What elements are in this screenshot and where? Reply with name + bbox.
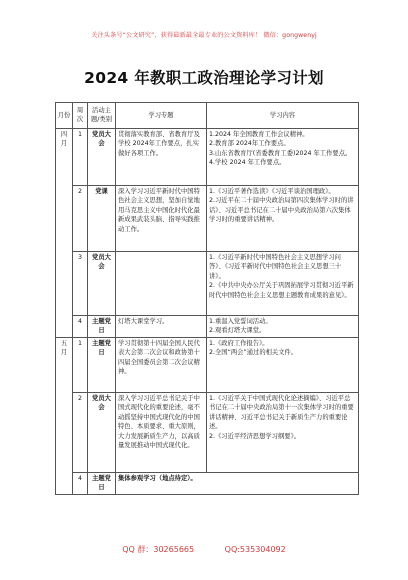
content-cell [207,392,359,472]
qq-contact-text: QQ:535304092 [224,545,286,554]
table-row [56,472,359,494]
content-cell [207,185,359,251]
content-line: 2.教育部 2024年工作要点。 [209,140,290,148]
qq-group-text: QQ 群：30265665 [122,545,195,554]
content-line: 2.全国“两会”通过的相关文件。 [209,349,298,357]
form-cell: 主题党日 [88,315,116,337]
content-cell [207,337,359,392]
content-line: 1.《习近平著作选读》《习近平谈治国理政》。 [209,187,335,195]
topic-cell [116,251,207,315]
table-row [56,315,359,337]
form-cell: 党员大会 [88,392,116,472]
month-cell: 五月 [56,337,73,494]
content-line: 2.《中共中央办公厅关于巩固拓展学习贯彻习近平新时代中国特色社会主义思想主题教育成果的意见》。 [209,282,354,299]
week-cell: 2 [73,392,88,472]
table-row [56,337,359,392]
header-week: 周次 [73,103,88,129]
week-cell: 2 [73,185,88,251]
content-cell [207,251,359,315]
form-cell: 党员大会 [88,251,116,315]
content-line: 2.习近平在二十届中央政治局第四次集体学习时的讲话》、习近平总书记在二十届中央政治局第六次集体学习时的重要讲话精神。 [209,197,354,224]
content-line: 2.《习近平经济思想学习纲要》。 [209,432,301,440]
content-line: 1.2024 年全国教育工作会议精神。 [209,130,309,138]
contact-footer [0,544,408,555]
form-cell: 主题党日 [88,472,116,494]
topic-cell: 深入学习习近平总书记关于中国式现代化的重要论述，毫不动摇坚持中国式现代化的中国特色、本质要求、重大原则，大力发展新质生产力，以高质量发展推动中国式现代化。 [116,392,207,472]
header-topic: 学习专题 [116,103,207,129]
content-line: 1.《习近平关于中国式现代化论述摘编》、习近平总书记在二十届中央政治局第十一次集体学习时的重要讲话精神、习近平总书记关于新质生产力的重要论述。 [209,394,354,431]
form-cell: 党课 [88,185,116,251]
month-cell: 四月 [56,128,73,337]
document-title: 2024 年教职工政治理论学习计划 [84,69,324,87]
form-cell: 党员大会 [88,128,116,185]
table-row [56,185,359,251]
topic-cell: 学习贯彻第十四届全国人民代表大会第二次会议和政协第十四届全国委员会第二次会议精神。 [116,337,207,392]
form-cell: 主题党日 [88,337,116,392]
content-cell [207,128,359,185]
week-cell: 4 [73,472,88,494]
header-content: 学习内容 [207,103,359,129]
study-plan-table [55,102,359,495]
content-line: 4.学校 2024 年工作要点。 [209,159,286,167]
topic-cell: 贯彻落实教育部、省教育厅及学校 2024年工作要点，扎实做好各项工作。 [116,128,207,185]
topic-cell: 集体参观学习（地点待定）。 [116,472,359,494]
content-line: 2.观看灯塔大课堂。 [209,327,266,335]
table-row [56,128,359,185]
week-cell: 1 [73,337,88,392]
table-header-row [56,103,359,129]
week-cell: 4 [73,315,88,337]
content-line: 1.重温入党誓词活动。 [209,317,272,325]
header-form: 活动主题/类别 [88,103,116,129]
top-banner: 关注头条号“公文研究”，获得最新最全最专业的公文资料库！ 微信：gongwenyj [91,32,317,39]
content-cell [207,315,359,337]
week-cell: 1 [73,128,88,185]
table-row [56,251,359,315]
topic-cell: 灯塔大课堂学习。 [116,315,207,337]
content-line: 3.山东省教育厅(省委教育工委)2024 年工作要点。 [209,149,352,157]
topic-cell: 深入学习习近平新时代中国特色社会主义思想，坚加自觉地用马克思主义中国化时代化最新成果武装头脑、指导实践推动工作。 [116,185,207,251]
header-month: 月份 [56,103,73,129]
content-line: 1.《习近平新时代中国特色社会主义思想学习问答》、《习近平新时代中国特色社会主义思想三十讲》。 [209,253,342,280]
content-line: 1.《政府工作报告》。 [209,339,269,347]
table-row [56,392,359,472]
week-cell: 3 [73,251,88,315]
